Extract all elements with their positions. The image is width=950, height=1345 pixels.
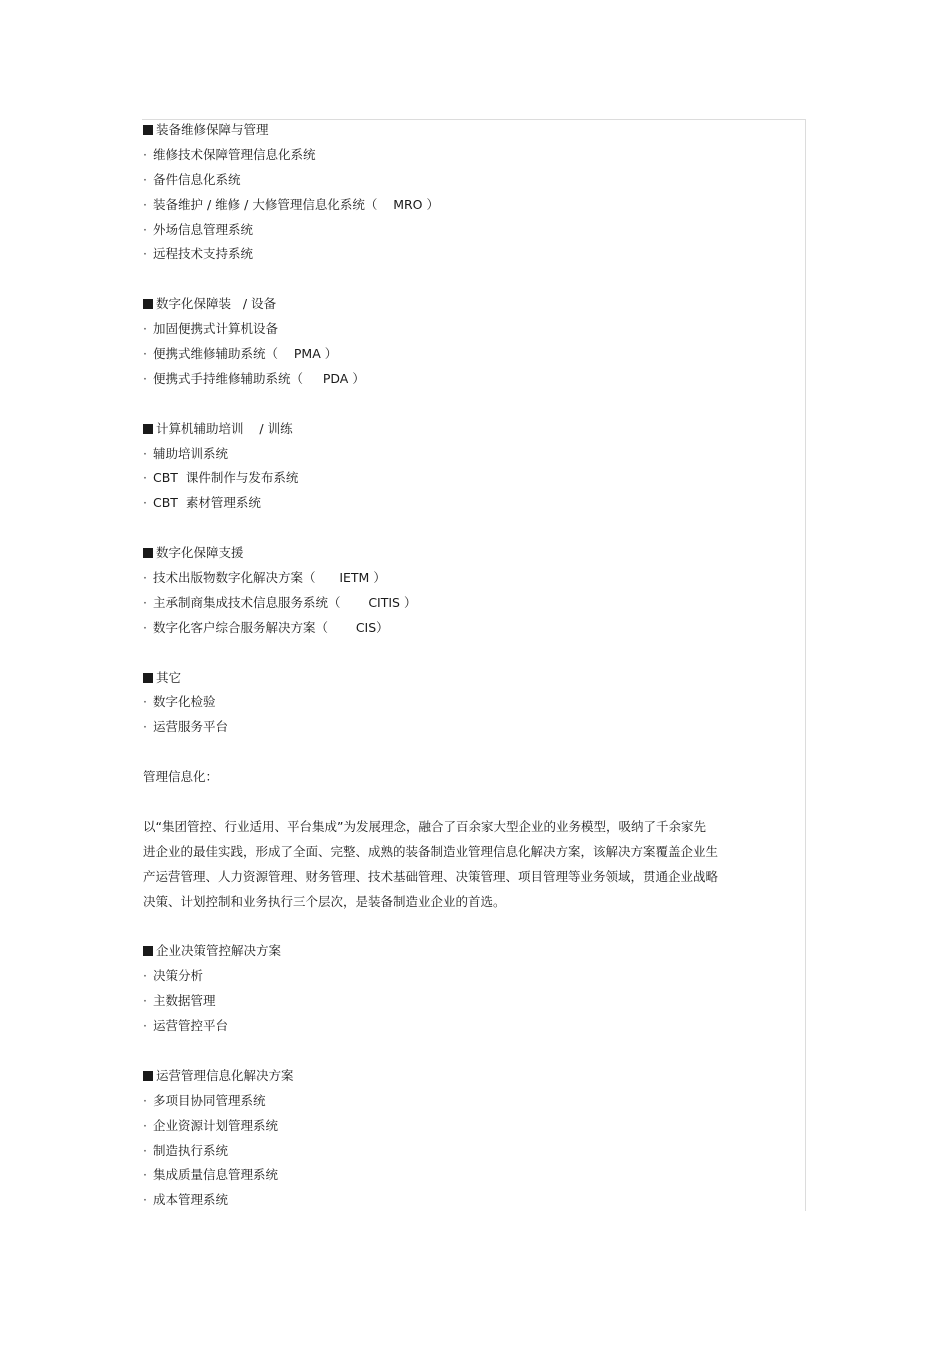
- list-item: · 决策分析: [143, 964, 763, 989]
- section-heading: 装备维修保障与管理: [143, 118, 763, 143]
- section-heading: 运营管理信息化解决方案: [143, 1064, 763, 1089]
- paragraph-line: 以“集团管控、行业适用、平台集成”为发展理念，融合了百余家大型企业的业务模型，吸纳了千余家先: [143, 818, 706, 834]
- section-digital-support-assistance: [143, 541, 763, 641]
- section-digital-support-equipment: [143, 292, 763, 392]
- intro-paragraph: [143, 815, 763, 915]
- list-item: · 维修技术保障管理信息化系统: [143, 143, 763, 168]
- section-heading: 其它: [143, 666, 763, 691]
- dot-bullet-icon: ·: [143, 221, 147, 237]
- dot-bullet-icon: ·: [143, 1192, 147, 1208]
- list-item: · 运营管控平台: [143, 1014, 763, 1039]
- dot-bullet-icon: ·: [143, 968, 147, 984]
- section-computer-aided-training: [143, 417, 763, 517]
- dot-bullet-icon: ·: [143, 570, 147, 586]
- dot-bullet-icon: ·: [143, 1142, 147, 1158]
- dot-bullet-icon: ·: [143, 594, 147, 610]
- list-item: · CBT 课件制作与发布系统: [143, 466, 763, 491]
- list-item: · 集成质量信息管理系统: [143, 1163, 763, 1188]
- list-item: · 技术出版物数字化解决方案（ IETM ）: [143, 566, 763, 591]
- management-label: 管理信息化：: [143, 769, 219, 785]
- section-heading: 企业决策管控解决方案: [143, 939, 763, 964]
- list-item: · 成本管理系统: [143, 1188, 763, 1213]
- square-bullet-icon: [143, 548, 153, 558]
- dot-bullet-icon: ·: [143, 1167, 147, 1183]
- section-equipment-maintenance: [143, 118, 763, 267]
- square-bullet-icon: [143, 424, 153, 434]
- dot-bullet-icon: ·: [143, 619, 147, 635]
- square-bullet-icon: [143, 1071, 153, 1081]
- square-bullet-icon: [143, 673, 153, 683]
- list-item: · CBT 素材管理系统: [143, 491, 763, 516]
- dot-bullet-icon: ·: [143, 694, 147, 710]
- spacer: [143, 392, 763, 417]
- dot-bullet-icon: ·: [143, 993, 147, 1009]
- dot-bullet-icon: ·: [143, 1092, 147, 1108]
- paragraph-line: 产运营管理、人力资源管理、财务管理、技术基础管理、决策管理、项目管理等业务领域，贯通企业战略: [143, 868, 719, 884]
- spacer: [143, 1039, 763, 1064]
- dot-bullet-icon: ·: [143, 196, 147, 212]
- spacer: [143, 641, 763, 666]
- section-enterprise-decision: [143, 939, 763, 1039]
- list-item: · 主承制商集成技术信息服务系统（ CITIS ）: [143, 591, 763, 616]
- paragraph-line: 进企业的最佳实践，形成了全面、完整、成熟的装备制造业管理信息化解决方案，该解决方案覆盖企业生: [143, 843, 719, 859]
- list-item: · 多项目协同管理系统: [143, 1089, 763, 1114]
- spacer: [143, 740, 763, 765]
- dot-bullet-icon: ·: [143, 246, 147, 262]
- spacer: [143, 516, 763, 541]
- list-item: · 备件信息化系统: [143, 168, 763, 193]
- dot-bullet-icon: ·: [143, 719, 147, 735]
- spacer: [143, 915, 763, 940]
- square-bullet-icon: [143, 125, 153, 135]
- section-operations-management: [143, 1064, 763, 1213]
- dot-bullet-icon: ·: [143, 146, 147, 162]
- list-item: · 主数据管理: [143, 989, 763, 1014]
- list-item: · 装备维护 / 维修 / 大修管理信息化系统（ MRO ）: [143, 193, 763, 218]
- square-bullet-icon: [143, 946, 153, 956]
- dot-bullet-icon: ·: [143, 495, 147, 511]
- list-item: · 数字化检验: [143, 690, 763, 715]
- section-other: [143, 666, 763, 741]
- dot-bullet-icon: ·: [143, 346, 147, 362]
- dot-bullet-icon: ·: [143, 1117, 147, 1133]
- list-item: · 远程技术支持系统: [143, 242, 763, 267]
- dot-bullet-icon: ·: [143, 370, 147, 386]
- document-body: [143, 118, 763, 1213]
- section-heading: 数字化保障支援: [143, 541, 763, 566]
- dot-bullet-icon: ·: [143, 1018, 147, 1034]
- list-item: · 便携式手持维修辅助系统（ PDA ）: [143, 367, 763, 392]
- dot-bullet-icon: ·: [143, 470, 147, 486]
- dot-bullet-icon: ·: [143, 171, 147, 187]
- list-item: · 运营服务平台: [143, 715, 763, 740]
- list-item: · 加固便携式计算机设备: [143, 317, 763, 342]
- dot-bullet-icon: ·: [143, 321, 147, 337]
- spacer: [143, 267, 763, 292]
- list-item: · 数字化客户综合服务解决方案（ CIS）: [143, 616, 763, 641]
- spacer: [143, 790, 763, 815]
- section-heading: 计算机辅助培训 / 训练: [143, 417, 763, 442]
- square-bullet-icon: [143, 299, 153, 309]
- list-item: · 外场信息管理系统: [143, 218, 763, 243]
- list-item: · 企业资源计划管理系统: [143, 1114, 763, 1139]
- list-item: · 制造执行系统: [143, 1139, 763, 1164]
- list-item: · 辅助培训系统: [143, 442, 763, 467]
- dot-bullet-icon: ·: [143, 445, 147, 461]
- paragraph-line: 决策、计划控制和业务执行三个层次，是装备制造业企业的首选。: [143, 893, 506, 909]
- list-item: · 便携式维修辅助系统（ PMA ）: [143, 342, 763, 367]
- section-heading: 数字化保障装 / 设备: [143, 292, 763, 317]
